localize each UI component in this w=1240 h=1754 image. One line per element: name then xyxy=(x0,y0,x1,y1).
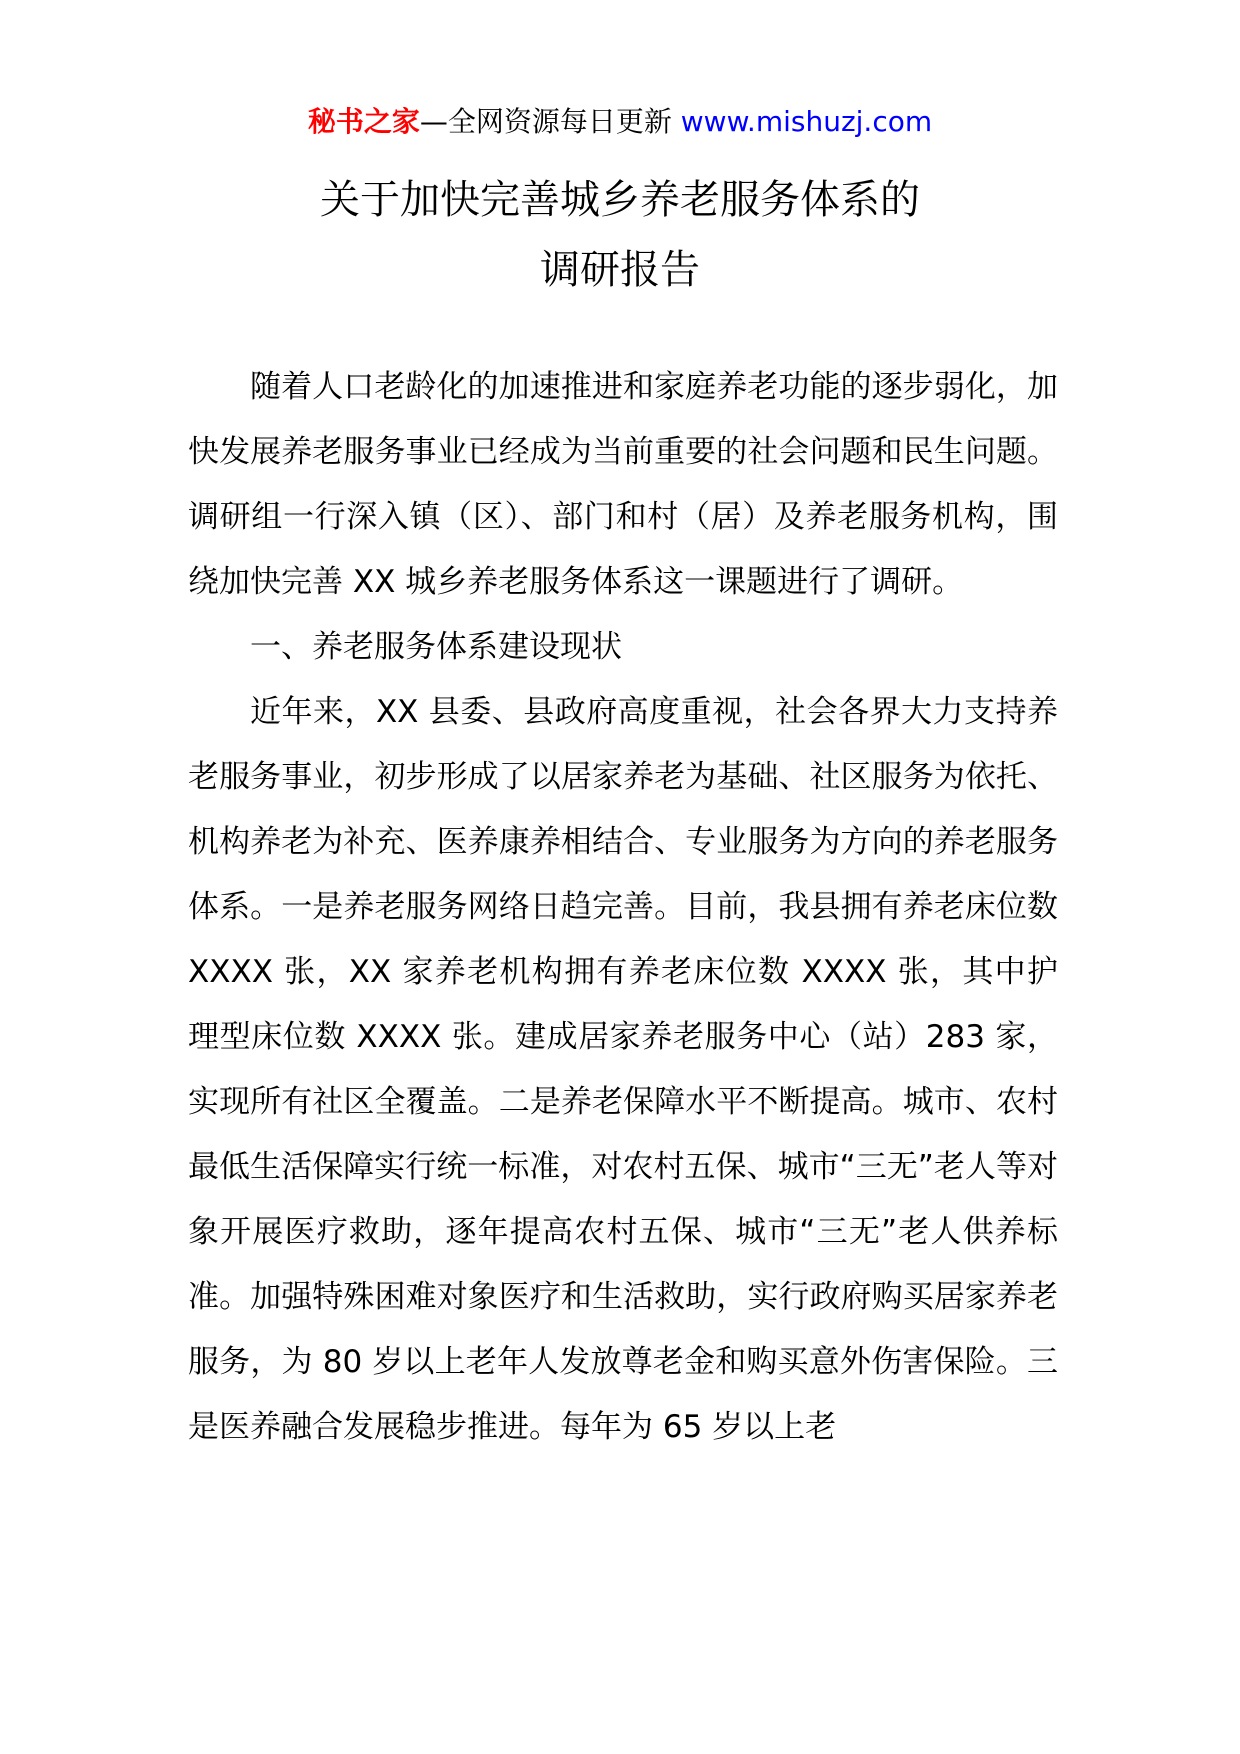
document-title xyxy=(0,165,1240,305)
title-line-2: 调研报告 xyxy=(540,247,700,293)
header-tagline: —全网资源每日更新 xyxy=(419,105,681,138)
section-paragraph: 近年来，XX 县委、县政府高度重视，社会各界大力支持养老服务事业，初步形成了以居家养老为基础、社区服务为依托、机构养老为补充、医养康养相结合、专业服务为方向的养老服务体系。一是养老服务网络日趋完善。目前，我县拥有养老床位数 XXXX 张，XX 家养老机构拥有养老床位数 XXXX 张，其中护理型床位数 XXXX 张。建成居家养老服务中心（站）283 家，实现所有社区全覆盖。二是养老保障水平不断提高。城市、农村最低生活保障实行统一标准，对农村五保、城市“三无”老人等对象开展医疗救助，逐年提高农村五保、城市“三无”老人供养标准。加强特殊困难对象医疗和生活救助，实行政府购买居家养老服务，为 80 岁以上老年人发放尊老金和购买意外伤害保险。三是医养融合发展稳步推进。每年为 65 岁以上老 xyxy=(188,694,1058,1445)
document-body xyxy=(188,355,1058,1460)
section-heading: 一、养老服务体系建设现状 xyxy=(250,629,622,665)
site-url-link[interactable]: www.mishuzj.com xyxy=(680,105,933,138)
intro-paragraph: 随着人口老龄化的加速推进和家庭养老功能的逐步弱化，加快发展养老服务事业已经成为当前重要的社会问题和民生问题。调研组一行深入镇（区）、部门和村（居）及养老服务机构，围绕加快完善 XX 城乡养老服务体系这一课题进行了调研。 xyxy=(188,369,1058,600)
site-header xyxy=(0,100,1240,144)
title-line-1: 关于加快完善城乡养老服务体系的 xyxy=(320,177,920,223)
brand-name: 秘书之家 xyxy=(307,105,420,138)
